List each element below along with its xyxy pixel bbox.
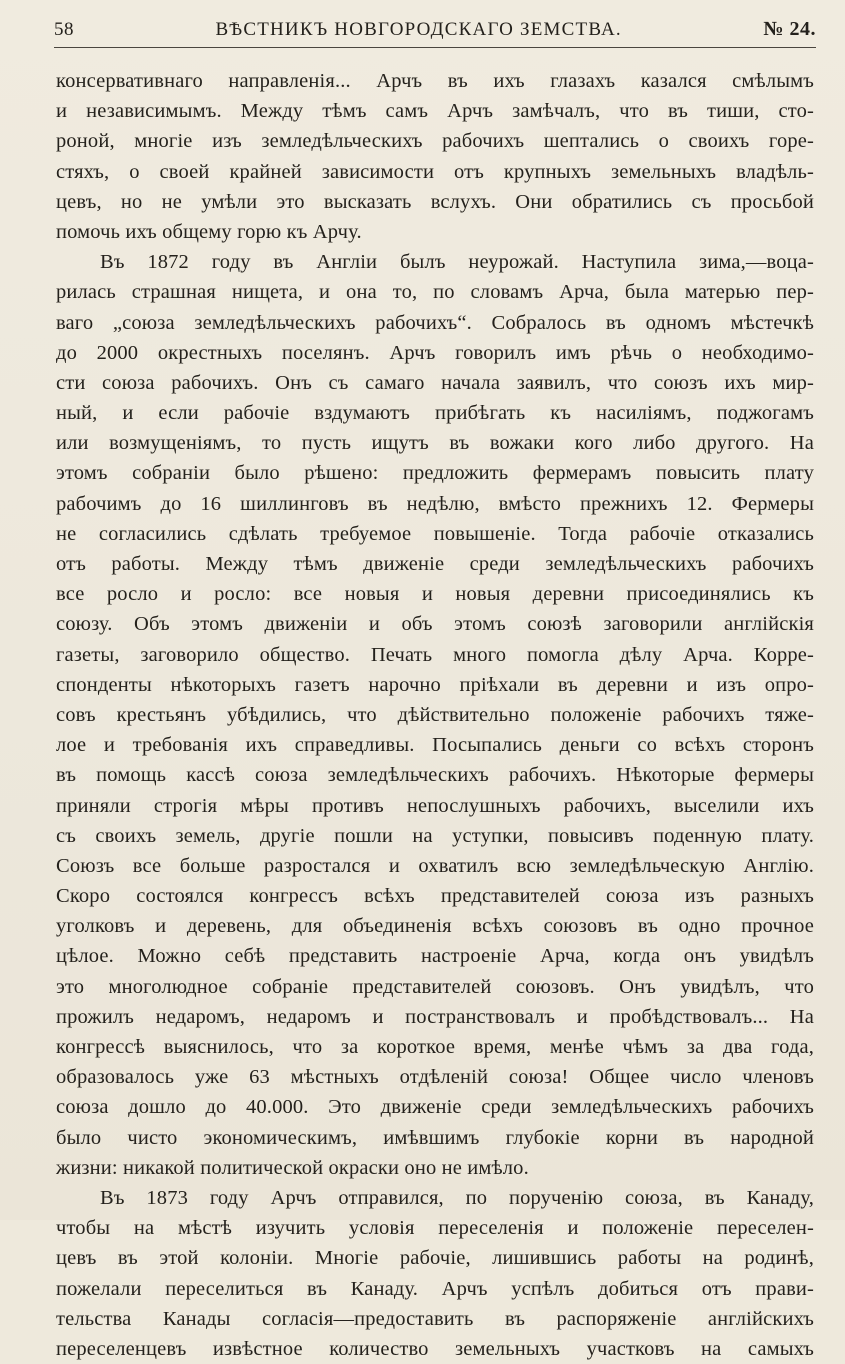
text-line: газеты, заговорило общество. Печать много помогла дѣлу Арча. Корре- (56, 643, 814, 666)
text-line: цевъ, но не умѣли это высказать вслухъ. Они обратились съ просьбой (56, 190, 814, 213)
text-line: пожелали переселиться въ Канаду. Арчъ успѣлъ добиться отъ прави- (56, 1277, 814, 1300)
text-line: конгрессѣ выяснилось, что за короткое время, менѣе чѣмъ за два года, (56, 1036, 814, 1058)
text-line: до 2000 окрестныхъ поселянъ. Арчъ говорилъ имъ рѣчь о необходимо- (56, 341, 814, 364)
text-line: цевъ въ этой колоніи. Многіе рабочіе, лишившись работы на родинѣ, (56, 1247, 814, 1270)
text-line: приняли строгія мѣры противъ непослушныхъ рабочихъ, выселили ихъ (56, 794, 814, 817)
text-line: все росло и росло: все новыя и новыя деревни присоединялись къ (56, 583, 814, 606)
text-line: переселенцевъ извѣстное количество земельныхъ участковъ на самыхъ (56, 1337, 814, 1360)
text-line: Союзъ все больше разростался и охватилъ всю земледѣльческую Англію. (56, 854, 814, 877)
text-line: помочь ихъ общему горю къ Арчу. (56, 220, 362, 243)
text-line: союзу. Объ этомъ движеніи и объ этомъ союзѣ заговорили англійскія (56, 613, 814, 636)
text-line: Скоро состоялся конгрессъ всѣхъ представителей союза изъ разныхъ (56, 885, 814, 908)
paragraph-first-line: Въ 1872 году въ Англіи былъ неурожай. Наступила зима,—воца- (100, 251, 814, 274)
text-line: въ помощь кассѣ союза земледѣльческихъ рабочихъ. Нѣкоторые фермеры (56, 764, 814, 787)
text-line: ваго „союза земледѣльческихъ рабочихъ“. Собралось въ одномъ мѣстечкѣ (56, 311, 814, 334)
text-line: цѣлое. Можно себѣ представить настроеніе Арча, когда онъ увидѣлъ (56, 945, 814, 968)
text-line: уголковъ и деревень, для объединенія всѣхъ союзовъ въ одно прочное (56, 915, 814, 938)
text-line: союза дошло до 40.000. Это движеніе среди земледѣльческихъ рабочихъ (56, 1096, 814, 1119)
text-line: ный, и если рабочіе вздумаютъ прибѣгать къ насиліямъ, поджогамъ (56, 402, 814, 425)
text-line: прожилъ недаромъ, недаромъ и постранствовалъ и пробѣдствовалъ... На (56, 1005, 814, 1028)
text-line: сти союза рабочихъ. Онъ съ самаго начала заявилъ, что союзъ ихъ мир- (56, 371, 814, 394)
page-number: 58 (54, 19, 74, 40)
text-line: роной, многіе изъ земледѣльческихъ рабочихъ шептались о своихъ горе- (56, 130, 814, 153)
text-line: лое и требованія ихъ справедливы. Посыпались деньги со всѣхъ сторонъ (56, 734, 814, 757)
text-line: образовалось уже 63 мѣстныхъ отдѣленій союза! Общее число членовъ (56, 1066, 814, 1089)
text-line: это многолюдное собраніе представителей союзовъ. Онъ увидѣлъ, что (56, 975, 814, 998)
text-line: стяхъ, о своей крайней зависимости отъ крупныхъ земельныхъ владѣль- (56, 160, 814, 183)
text-line: съ своихъ земель, другіе пошли на уступки, повысивъ поденную плату. (56, 824, 814, 847)
journal-title: ВѢСТНИКЪ НОВГОРОДСКАГО ЗЕМСТВА. (215, 19, 622, 40)
text-line: рилась страшная нищета, и она то, по словамъ Арча, была матерью пер- (56, 281, 814, 304)
page-header (54, 14, 816, 48)
text-line: жизни: никакой политической окраски оно не имѣло. (56, 1156, 529, 1179)
text-line: не согласились сдѣлать требуемое повышеніе. Тогда рабочіе отказались (56, 522, 814, 545)
text-line: рабочимъ до 16 шиллинговъ въ недѣлю, вмѣсто прежнихъ 12. Фермеры (56, 492, 814, 515)
text-line: консервативнаго направленія... Арчъ въ ихъ глазахъ казался смѣлымъ (56, 70, 814, 92)
article-body (56, 66, 814, 1364)
text-line: и независимымъ. Между тѣмъ самъ Арчъ замѣчалъ, что въ тиши, сто- (56, 100, 814, 123)
text-line: отъ работы. Между тѣмъ движеніе среди земледѣльческихъ рабочихъ (56, 553, 814, 575)
text-line: или возмущеніямъ, то пусть ищутъ въ вожаки кого либо другого. На (56, 432, 814, 455)
text-line: этомъ собраніи было рѣшено: предложить фермерамъ повысить плату (56, 462, 814, 485)
text-line: совъ крестьянъ убѣдились, что дѣйствительно положеніе рабочихъ тяже- (56, 703, 814, 726)
text-line: было чисто экономическимъ, имѣвшимъ глубокіе корни въ народной (56, 1126, 814, 1149)
text-line: спонденты нѣкоторыхъ газетъ нарочно пріѣхали въ деревни и изъ опро- (56, 673, 814, 696)
paragraph-first-line: Въ 1873 году Арчъ отправился, по порученію союза, въ Канаду, (100, 1186, 814, 1209)
text-line: тельства Канады согласія—предоставить въ распоряженіе англійскихъ (56, 1307, 814, 1330)
text-line: чтобы на мѣстѣ изучить условія переселенія и положеніе переселен- (56, 1217, 814, 1240)
issue-number: № 24. (763, 18, 816, 40)
